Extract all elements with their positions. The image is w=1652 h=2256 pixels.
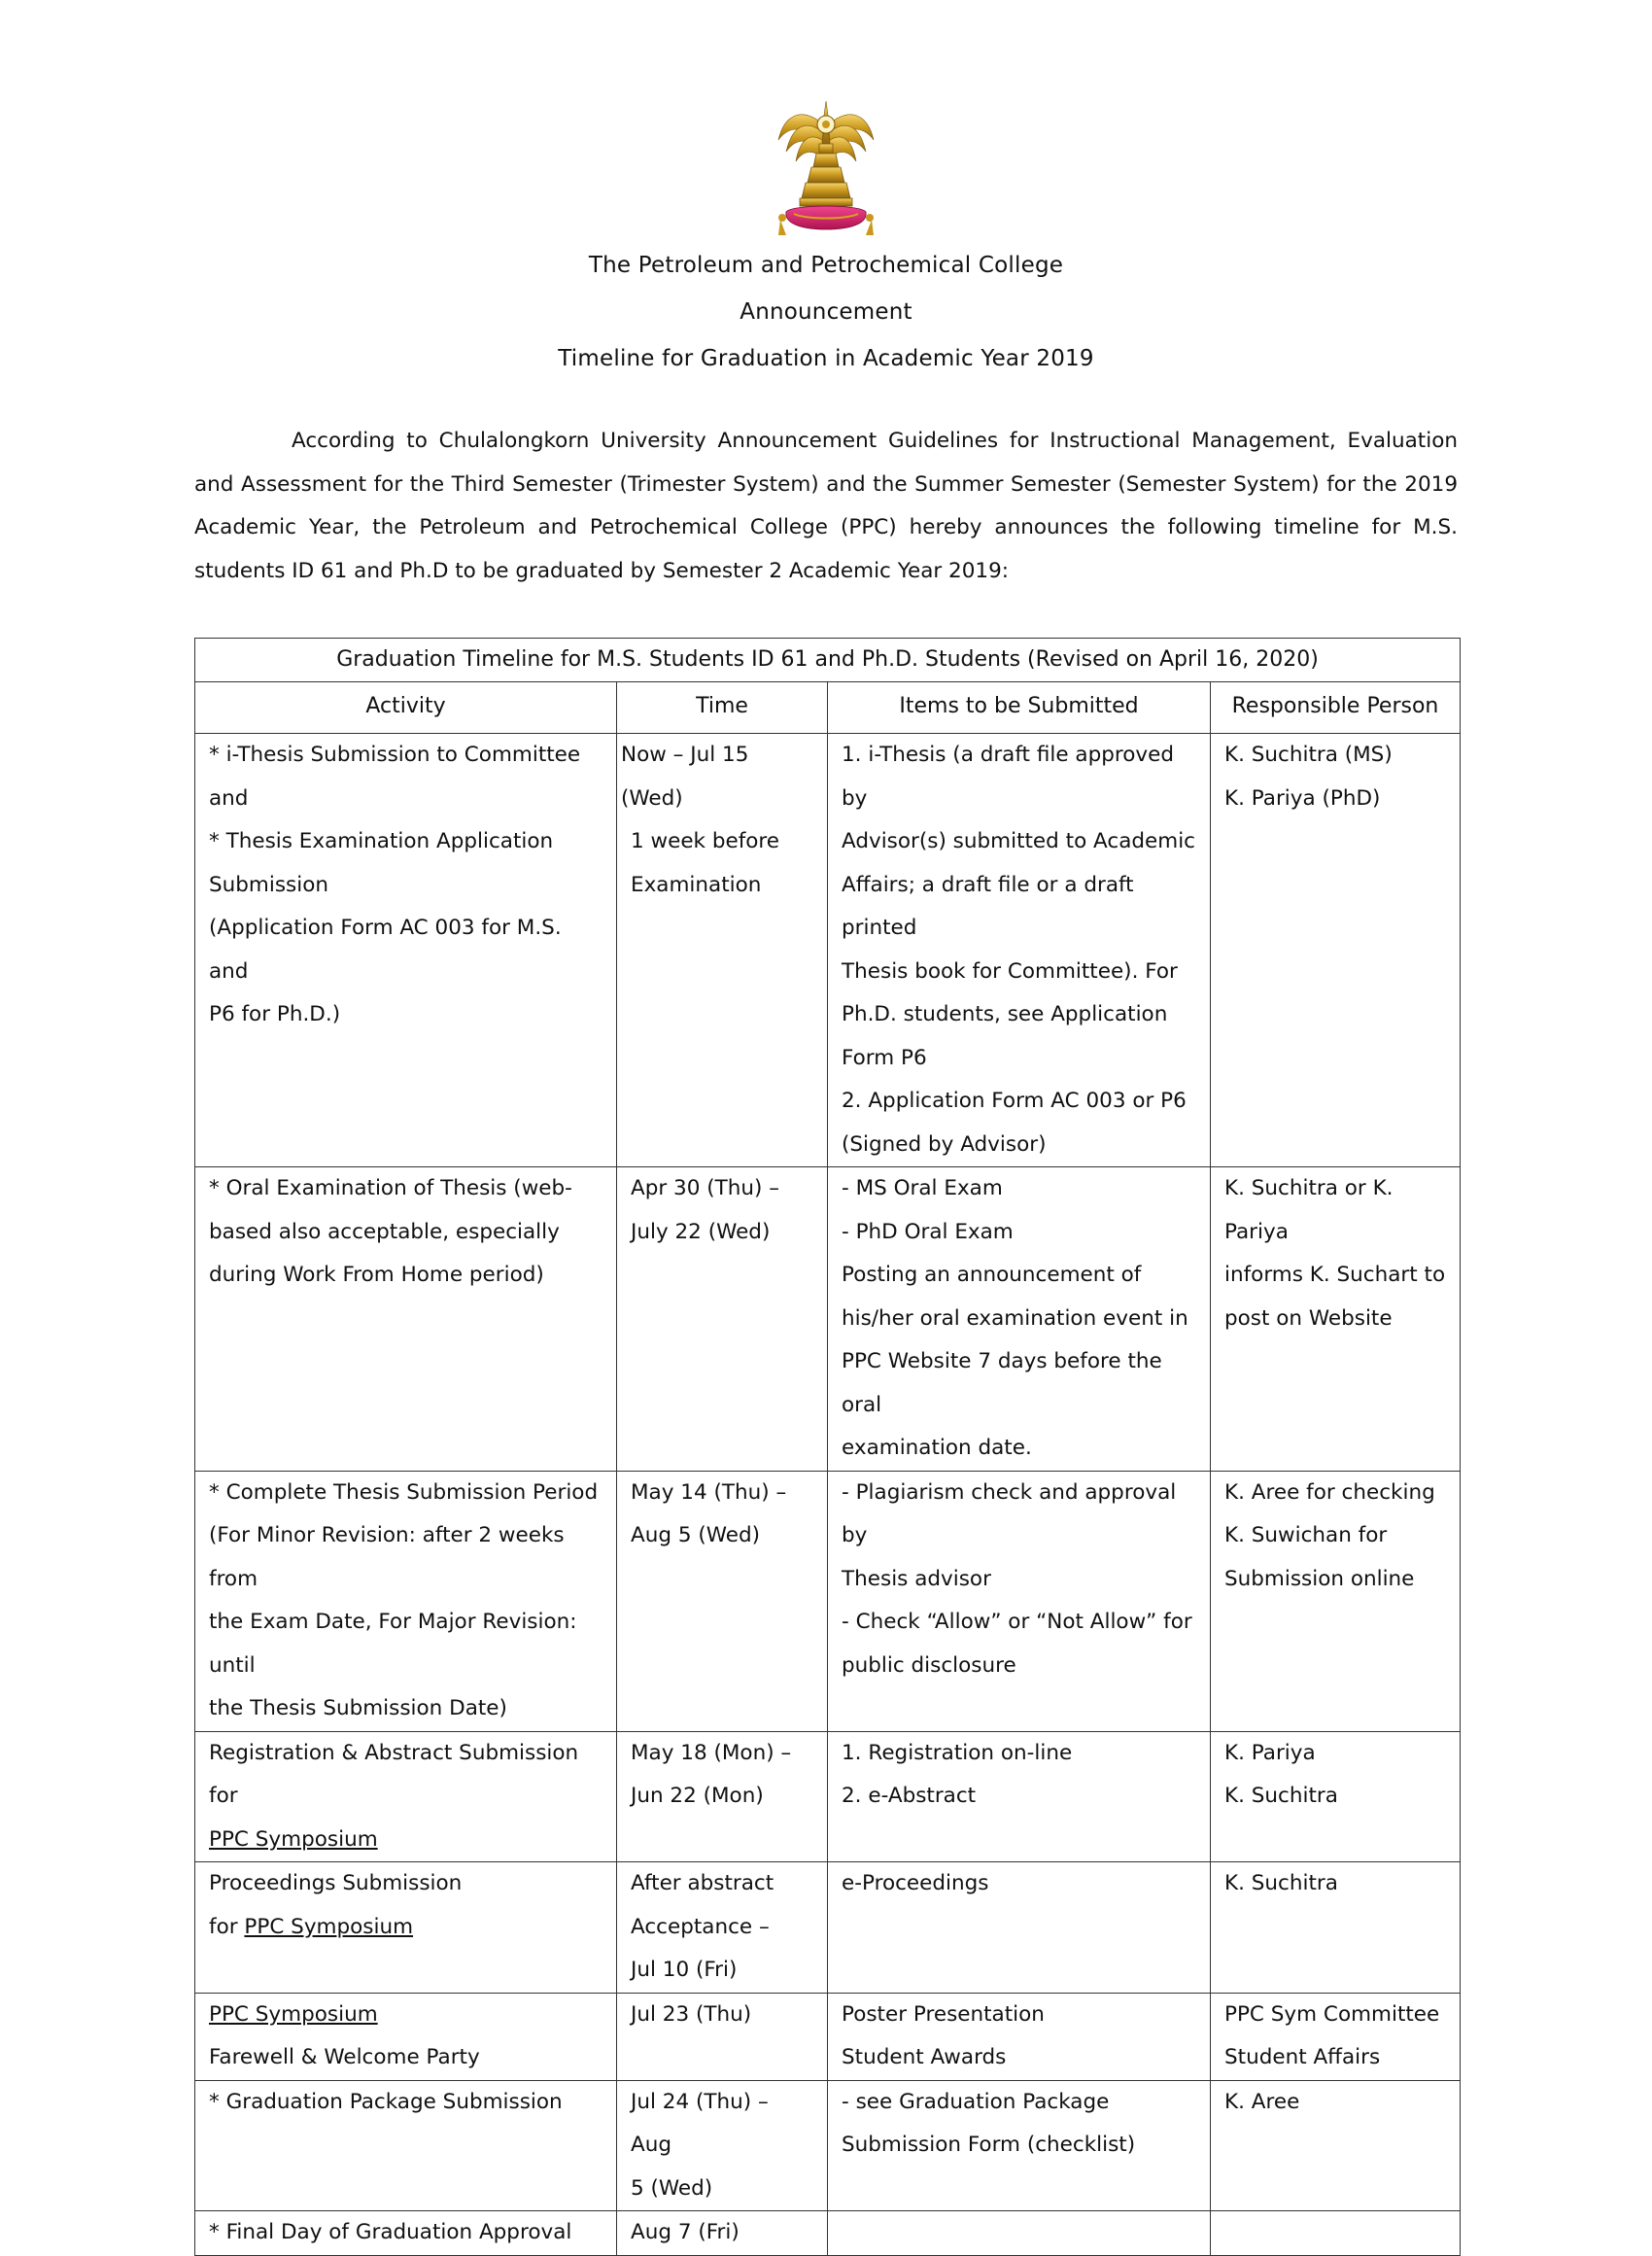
activity-line: and bbox=[209, 785, 249, 811]
time-line: Aug 7 (Fri) bbox=[631, 2220, 740, 2244]
column-header-time: Time bbox=[617, 682, 828, 734]
document-type: Announcement bbox=[740, 299, 912, 325]
responsible-cell bbox=[1211, 1167, 1461, 1472]
activity-line: based also acceptable, especially bbox=[209, 1219, 560, 1244]
items-cell bbox=[828, 1167, 1211, 1472]
time-cell bbox=[617, 1471, 828, 1731]
time-line: 1 week before bbox=[631, 829, 780, 853]
university-emblem-icon bbox=[773, 97, 879, 238]
items-line: Form P6 bbox=[842, 1045, 927, 1070]
items-line: Ph.D. students, see Application bbox=[842, 1002, 1168, 1026]
items-line: Poster Presentation bbox=[842, 2001, 1045, 2027]
responsible-cell bbox=[1211, 1993, 1461, 2080]
responsible-cell bbox=[1211, 2080, 1461, 2211]
table-row bbox=[195, 1167, 1461, 1472]
items-line: Thesis advisor bbox=[842, 1566, 991, 1591]
items-line: public disclosure bbox=[842, 1652, 1016, 1678]
activity-line: during Work From Home period) bbox=[209, 1263, 544, 1287]
time-line: Jul 24 (Thu) – Aug bbox=[631, 2089, 769, 2157]
items-cell bbox=[828, 2080, 1211, 2211]
table-row bbox=[195, 2211, 1461, 2256]
items-line: examination date. bbox=[842, 1436, 1032, 1460]
time-line: Acceptance – bbox=[631, 1914, 770, 1939]
responsible-cell bbox=[1211, 1862, 1461, 1994]
items-line: 2. e-Abstract bbox=[842, 1784, 977, 1808]
time-cell bbox=[617, 2211, 828, 2256]
ppc-symposium-link[interactable]: PPC Symposium bbox=[244, 1914, 414, 1939]
activity-cell bbox=[195, 1731, 617, 1862]
document-subject: Timeline for Graduation in Academic Year 2019 bbox=[558, 346, 1094, 371]
time-line: July 22 (Wed) bbox=[631, 1219, 771, 1244]
items-line: - PhD Oral Exam bbox=[842, 1219, 1014, 1244]
table-row bbox=[195, 1471, 1461, 1731]
items-cell bbox=[828, 2211, 1211, 2256]
time-cell bbox=[617, 734, 828, 1167]
activity-line: * Oral Examination of Thesis (web- bbox=[209, 1176, 572, 1200]
time-line: Aug 5 (Wed) bbox=[631, 1523, 760, 1547]
table-row bbox=[195, 1862, 1461, 1994]
items-line: e-Proceedings bbox=[842, 1871, 989, 1895]
responsible-line: K. Suchitra bbox=[1224, 1784, 1338, 1808]
activity-line: Submission bbox=[209, 872, 328, 897]
responsible-line: K. Aree bbox=[1224, 2089, 1300, 2114]
activity-cell bbox=[195, 1471, 617, 1731]
column-header-items: Items to be Submitted bbox=[828, 682, 1211, 734]
time-line: May 18 (Mon) – bbox=[631, 1740, 792, 1765]
items-line: - MS Oral Exam bbox=[842, 1176, 1003, 1200]
items-line: - Check “Allow” or “Not Allow” for bbox=[842, 1610, 1192, 1634]
activity-line: P6 for Ph.D.) bbox=[209, 1002, 341, 1026]
responsible-line: Student Affairs bbox=[1224, 2045, 1381, 2069]
responsible-line: K. Pariya bbox=[1224, 1740, 1316, 1765]
items-cell bbox=[828, 1731, 1211, 1862]
time-line: Apr 30 (Thu) – bbox=[631, 1176, 779, 1200]
items-line: (Signed by Advisor) bbox=[842, 1131, 1047, 1157]
activity-cell bbox=[195, 1862, 617, 1994]
activity-line: the Thesis Submission Date) bbox=[209, 1696, 507, 1720]
ppc-symposium-link[interactable]: PPC Symposium bbox=[209, 2001, 378, 2027]
time-line: 5 (Wed) bbox=[631, 2175, 713, 2201]
items-line: 1. i-Thesis (a draft file approved by bbox=[842, 743, 1174, 811]
responsible-line: K. Suchitra or K. Pariya bbox=[1224, 1176, 1394, 1244]
responsible-line: informs K. Suchart to bbox=[1224, 1263, 1446, 1287]
college-name: The Petroleum and Petrochemical College bbox=[588, 253, 1064, 278]
time-line: Jul 23 (Thu) bbox=[631, 2001, 752, 2027]
items-cell bbox=[828, 734, 1211, 1167]
table-row bbox=[195, 1731, 1461, 1862]
time-cell bbox=[617, 1862, 828, 1994]
graduation-timeline-table bbox=[194, 638, 1461, 2256]
activity-line: * i-Thesis Submission to Committee bbox=[209, 743, 581, 767]
responsible-cell bbox=[1211, 2211, 1461, 2256]
responsible-line: K. Suchitra (MS) bbox=[1224, 743, 1393, 767]
activity-line: (For Minor Revision: after 2 weeks from bbox=[209, 1523, 565, 1591]
activity-cell bbox=[195, 2080, 617, 2211]
column-header-responsible: Responsible Person bbox=[1211, 682, 1461, 734]
responsible-line: K. Suchitra bbox=[1224, 1871, 1338, 1895]
responsible-cell bbox=[1211, 1471, 1461, 1731]
table-row bbox=[195, 734, 1461, 1167]
items-line: Posting an announcement of bbox=[842, 1263, 1142, 1287]
items-cell bbox=[828, 1993, 1211, 2080]
time-line: Jul 10 (Fri) bbox=[631, 1958, 738, 1982]
column-header-activity: Activity bbox=[195, 682, 617, 734]
time-line: May 14 (Thu) – bbox=[631, 1479, 787, 1505]
items-line: Thesis book for Committee). For bbox=[842, 958, 1178, 984]
activity-line: * Final Day of Graduation Approval bbox=[209, 2220, 572, 2244]
items-cell bbox=[828, 1471, 1211, 1731]
activity-cell bbox=[195, 2211, 617, 2256]
time-line: After abstract bbox=[631, 1871, 774, 1895]
activity-cell bbox=[195, 1993, 617, 2080]
items-line: - see Graduation Package bbox=[842, 2089, 1110, 2114]
activity-line: Registration & Abstract Submission for bbox=[209, 1740, 579, 1808]
time-line: Jun 22 (Mon) bbox=[631, 1784, 764, 1808]
items-line: Affairs; a draft file or a draft printed bbox=[842, 872, 1134, 940]
ppc-symposium-link[interactable]: PPC Symposium bbox=[209, 1826, 378, 1852]
responsible-line: Submission online bbox=[1224, 1566, 1415, 1591]
items-line: PPC Website 7 days before the oral bbox=[842, 1349, 1162, 1417]
time-line: Examination bbox=[631, 872, 762, 897]
time-cell bbox=[617, 1993, 828, 2080]
time-cell bbox=[617, 1167, 828, 1472]
responsible-line: PPC Sym Committee bbox=[1224, 2001, 1440, 2027]
activity-line: Farewell & Welcome Party bbox=[209, 2045, 480, 2069]
activity-line: (Application Form AC 003 for M.S. and bbox=[209, 916, 562, 984]
activity-cell bbox=[195, 1167, 617, 1472]
items-line: Submission Form (checklist) bbox=[842, 2133, 1136, 2157]
items-cell bbox=[828, 1862, 1211, 1994]
table-row bbox=[195, 2080, 1461, 2211]
responsible-cell bbox=[1211, 1731, 1461, 1862]
responsible-line: post on Website bbox=[1224, 1305, 1393, 1331]
activity-line: the Exam Date, For Major Revision: until bbox=[209, 1610, 577, 1678]
activity-line: * Complete Thesis Submission Period bbox=[209, 1479, 599, 1505]
table-row bbox=[195, 1993, 1461, 2080]
items-line: 2. Application Form AC 003 or P6 bbox=[842, 1089, 1187, 1113]
time-cell bbox=[617, 2080, 828, 2211]
table-caption: Graduation Timeline for M.S. Students ID 61 and Ph.D. Students (Revised on April 16, 2020) bbox=[195, 639, 1461, 682]
activity-line: Proceedings Submission bbox=[209, 1871, 463, 1895]
intro-paragraph: According to Chulalongkorn University Announcement Guidelines for Instructional Management, Evaluation and Assessment for the Third Semester (Trimester System) and the Summer Semester (Semester System) for the 2019 Academic Year, the Petroleum and Petrochemical College (PPC) hereby announces the following timeline for M.S. students ID 61 and Ph.D to be graduated by Semester 2 Academic Year 2019: bbox=[194, 429, 1458, 583]
items-line: 1. Registration on-line bbox=[842, 1740, 1073, 1765]
items-line: Advisor(s) submitted to Academic bbox=[842, 829, 1195, 853]
activity-for-text: for bbox=[209, 1914, 238, 1939]
activity-line: * Graduation Package Submission bbox=[209, 2089, 563, 2114]
responsible-line: K. Aree for checking bbox=[1224, 1479, 1435, 1505]
activity-line: * Thesis Examination Application bbox=[209, 829, 554, 853]
responsible-cell bbox=[1211, 734, 1461, 1167]
items-line: Student Awards bbox=[842, 2045, 1007, 2069]
items-line: - Plagiarism check and approval by bbox=[842, 1479, 1177, 1547]
responsible-line: K. Pariya (PhD) bbox=[1224, 785, 1381, 811]
items-line: his/her oral examination event in bbox=[842, 1305, 1188, 1331]
time-line: Now – Jul 15 (Wed) bbox=[621, 743, 749, 811]
time-cell bbox=[617, 1731, 828, 1862]
activity-cell bbox=[195, 734, 617, 1167]
responsible-line: K. Suwichan for bbox=[1224, 1523, 1388, 1547]
